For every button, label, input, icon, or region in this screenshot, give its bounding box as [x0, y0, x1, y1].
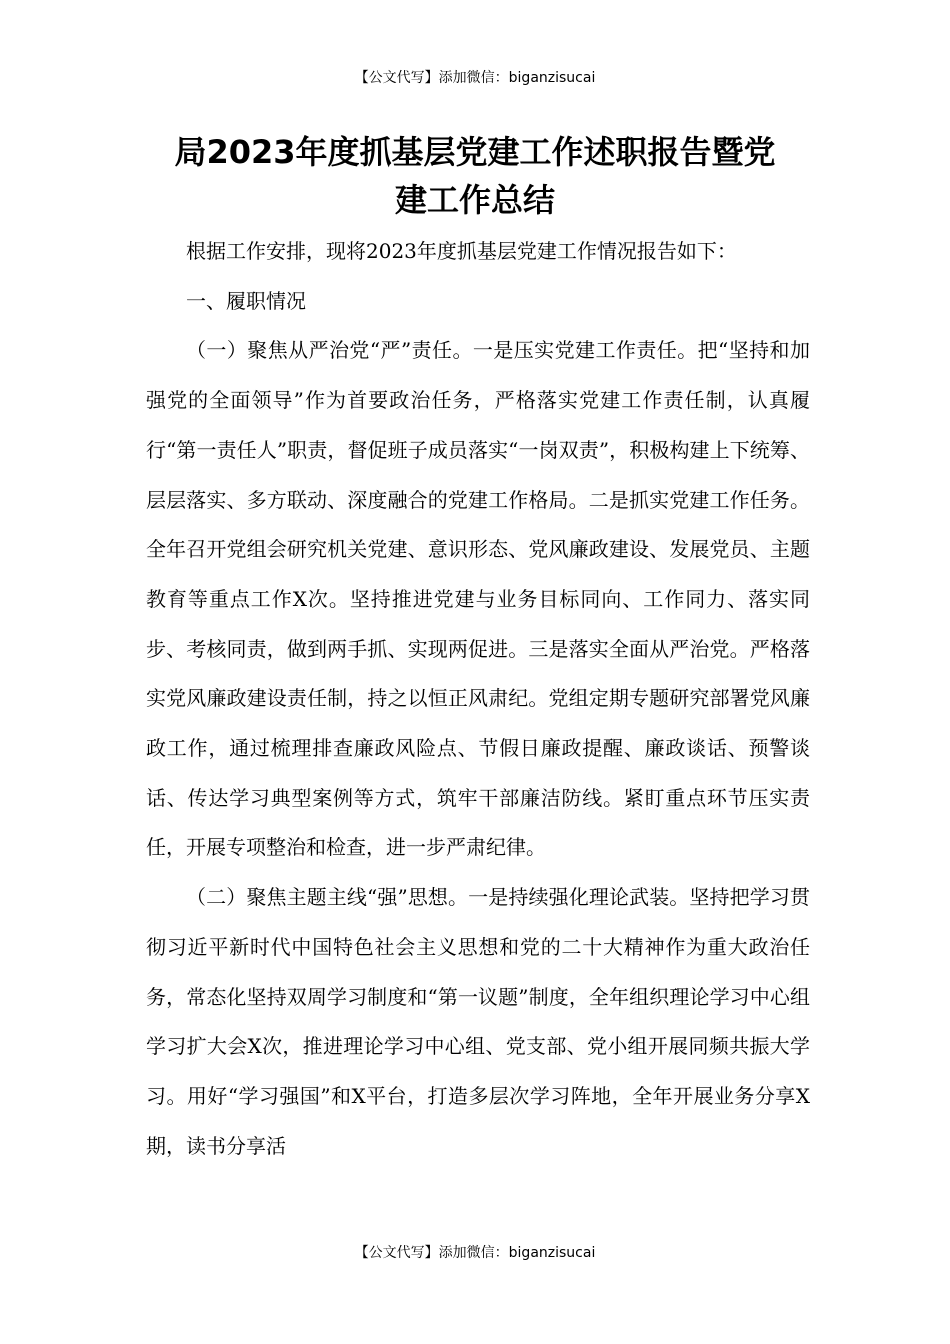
document-body	[146, 227, 810, 1171]
page-header: 【公文代写】添加微信：biganzisucai	[354, 70, 596, 86]
title-line-2: 建工作总结	[394, 181, 555, 219]
body-paragraph: （二）聚焦主题主线“强”思想。一是持续强化理论武装。坚持把学习贯彻习近平新时代中国特色社会主义思想和党的二十大精神作为重大政治任务，常态化坚持双周学习制度和“第一议题”制度，全年组织理论学习中心组学习扩大会X次，推进理论学习中心组、党支部、党小组开展同频共振大学习。用好“学习强国”和X平台，打造多层次学习阵地，全年开展业务分享X期，读书分享活	[146, 885, 810, 1158]
document-title	[130, 128, 820, 224]
title-line-1: 局2023年度抓基层党建工作述职报告暨党	[174, 133, 776, 171]
page-footer: 【公文代写】添加微信：biganzisucai	[354, 1245, 596, 1261]
section-heading: 一、履职情况	[186, 288, 306, 313]
intro-paragraph: 根据工作安排，现将2023年度抓基层党建工作情况报告如下：	[186, 239, 737, 263]
body-paragraph: （一）聚焦从严治党“严”责任。一是压实党建工作责任。把“坚持和加强党的全面领导”作为首要政治任务，严格落实党建工作责任制，认真履行“第一责任人”职责，督促班子成员落实“一岗双责”，积极构建上下统筹、层层落实、多方联动、深度融合的党建工作格局。二是抓实党建工作任务。全年召开党组会研究机关党建、意识形态、党风廉政建设、发展党员、主题教育等重点工作X次。坚持推进党建与业务目标同向、工作同力、落实同步、考核同责，做到两手抓、实现两促进。三是落实全面从严治党。严格落实党风廉政建设责任制，持之以恒正风肃纪。党组定期专题研究部署党风廉政工作，通过梳理排查廉政风险点、节假日廉政提醒、廉政谈话、预警谈话、传达学习典型案例等方式，筑牢干部廉洁防线。紧盯重点环节压实责任，开展专项整治和检查，进一步严肃纪律。	[146, 338, 810, 860]
